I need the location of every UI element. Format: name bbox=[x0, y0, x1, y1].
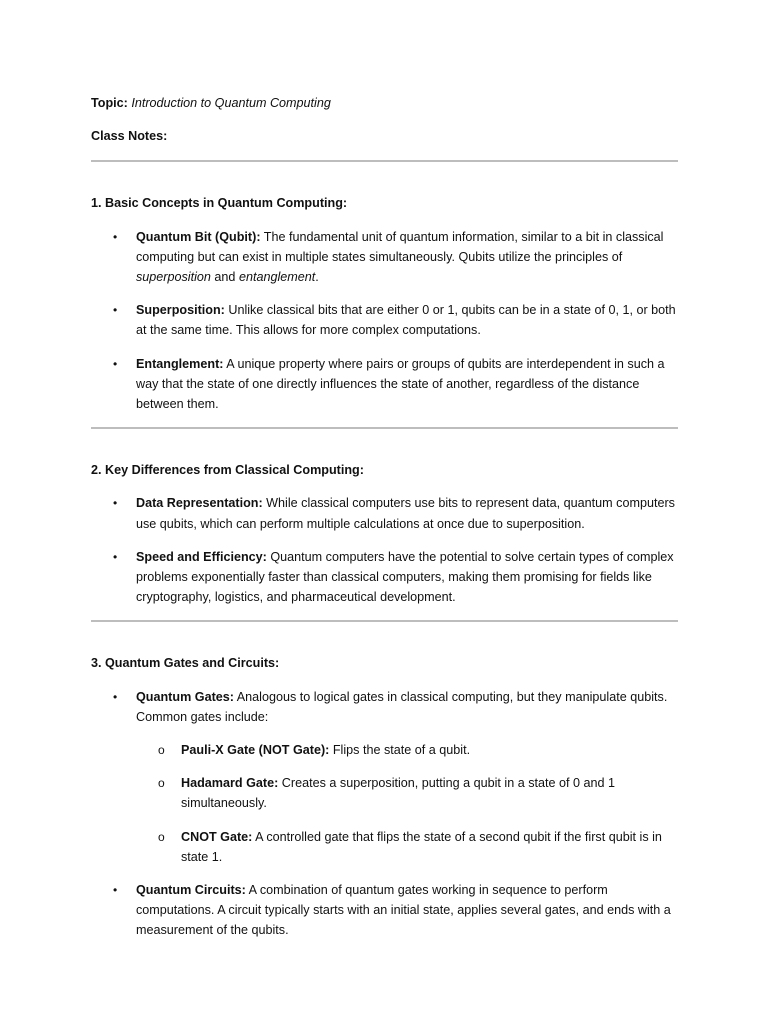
item-term: Superposition: bbox=[136, 303, 225, 318]
list-item bbox=[91, 354, 678, 415]
bullet-icon: • bbox=[113, 303, 118, 318]
list-item bbox=[91, 547, 678, 608]
bullet-list bbox=[91, 687, 678, 941]
item-text: . bbox=[315, 270, 319, 285]
item-term: Data Representation: bbox=[136, 496, 263, 511]
sub-list-item bbox=[136, 740, 678, 760]
list-item bbox=[91, 227, 678, 288]
item-term: Quantum Gates: bbox=[136, 689, 234, 704]
item-text: A unique property where pairs or groups of qubits are interdependent in such a way that the state of one directly influences the state of another, regardless of the distance between them. bbox=[136, 356, 665, 412]
item-text: Unlike classical bits that are either 0 or 1, qubits can be in a state of 0, 1, or both at the same time. This allows for more complex computations. bbox=[136, 303, 676, 338]
circle-bullet-icon: o bbox=[158, 776, 165, 791]
sub-bullet-list bbox=[136, 740, 678, 867]
section-gates-circuits bbox=[91, 653, 678, 940]
sub-item-term: Hadamard Gate: bbox=[181, 776, 279, 791]
circle-bullet-icon: o bbox=[158, 743, 165, 758]
item-term: Quantum Circuits: bbox=[136, 883, 246, 898]
section-basic-concepts bbox=[91, 193, 678, 414]
bullet-icon: • bbox=[113, 883, 118, 898]
list-item bbox=[91, 880, 678, 941]
divider bbox=[91, 160, 678, 162]
bullet-icon: • bbox=[113, 356, 118, 371]
divider bbox=[91, 620, 678, 622]
section-heading: 2. Key Differences from Classical Computing: bbox=[91, 463, 364, 478]
topic-value: Introduction to Quantum Computing bbox=[131, 96, 331, 110]
list-item bbox=[91, 687, 678, 867]
circle-bullet-icon: o bbox=[158, 829, 165, 844]
item-text: While classical computers use bits to represent data, quantum computers use qubits, which can perform multiple calculations at once due to superposition. bbox=[136, 496, 675, 531]
item-text: Quantum computers have the potential to solve certain types of complex problems exponentially faster than classical computers, making them promising for fields like cryptography, logistics, and pharmaceutical development. bbox=[136, 549, 674, 605]
item-term: Quantum Bit (Qubit): bbox=[136, 229, 261, 244]
sub-item-text: Creates a superposition, putting a qubit in a state of 0 and 1 simultaneously. bbox=[181, 776, 616, 811]
topic-line bbox=[91, 93, 678, 113]
sub-item-term: Pauli-X Gate (NOT Gate): bbox=[181, 743, 330, 758]
bullet-list bbox=[91, 227, 678, 415]
bullet-list bbox=[91, 493, 678, 607]
sub-item-text: A controlled gate that flips the state of a second qubit if the first qubit is in state 1. bbox=[181, 829, 662, 864]
list-item bbox=[91, 493, 678, 533]
topic-label: Topic: bbox=[91, 96, 128, 110]
section-key-differences bbox=[91, 460, 678, 607]
divider bbox=[91, 427, 678, 429]
sub-list-item bbox=[136, 827, 678, 867]
bullet-icon: • bbox=[113, 689, 118, 704]
item-term: Entanglement: bbox=[136, 356, 224, 371]
item-text: A combination of quantum gates working in sequence to perform computations. A circuit typically starts with an initial state, applies several gates, and ends with a measurement of the qubits. bbox=[136, 883, 671, 938]
bullet-icon: • bbox=[113, 549, 118, 564]
class-notes-label: Class Notes: bbox=[91, 129, 168, 144]
item-text: and bbox=[210, 270, 239, 285]
sub-item-text: Flips the state of a qubit. bbox=[329, 743, 471, 758]
section-heading: 3. Quantum Gates and Circuits: bbox=[91, 656, 280, 671]
section-heading: 1. Basic Concepts in Quantum Computing: bbox=[91, 196, 348, 211]
sub-list-item bbox=[136, 773, 678, 813]
sub-item-term: CNOT Gate: bbox=[181, 829, 253, 844]
item-text: The fundamental unit of quantum information, similar to a bit in classical computing but can exist in multiple states simultaneously. Qubits utilize the principles of bbox=[136, 229, 664, 264]
item-emphasis: entanglement bbox=[238, 270, 316, 285]
item-term: Speed and Efficiency: bbox=[136, 549, 267, 564]
bullet-icon: • bbox=[113, 496, 118, 511]
item-emphasis: superposition bbox=[136, 270, 211, 285]
item-text: Analogous to logical gates in classical computing, but they manipulate qubits. Common gates include: bbox=[136, 689, 668, 724]
bullet-icon: • bbox=[113, 229, 118, 244]
list-item bbox=[91, 300, 678, 340]
